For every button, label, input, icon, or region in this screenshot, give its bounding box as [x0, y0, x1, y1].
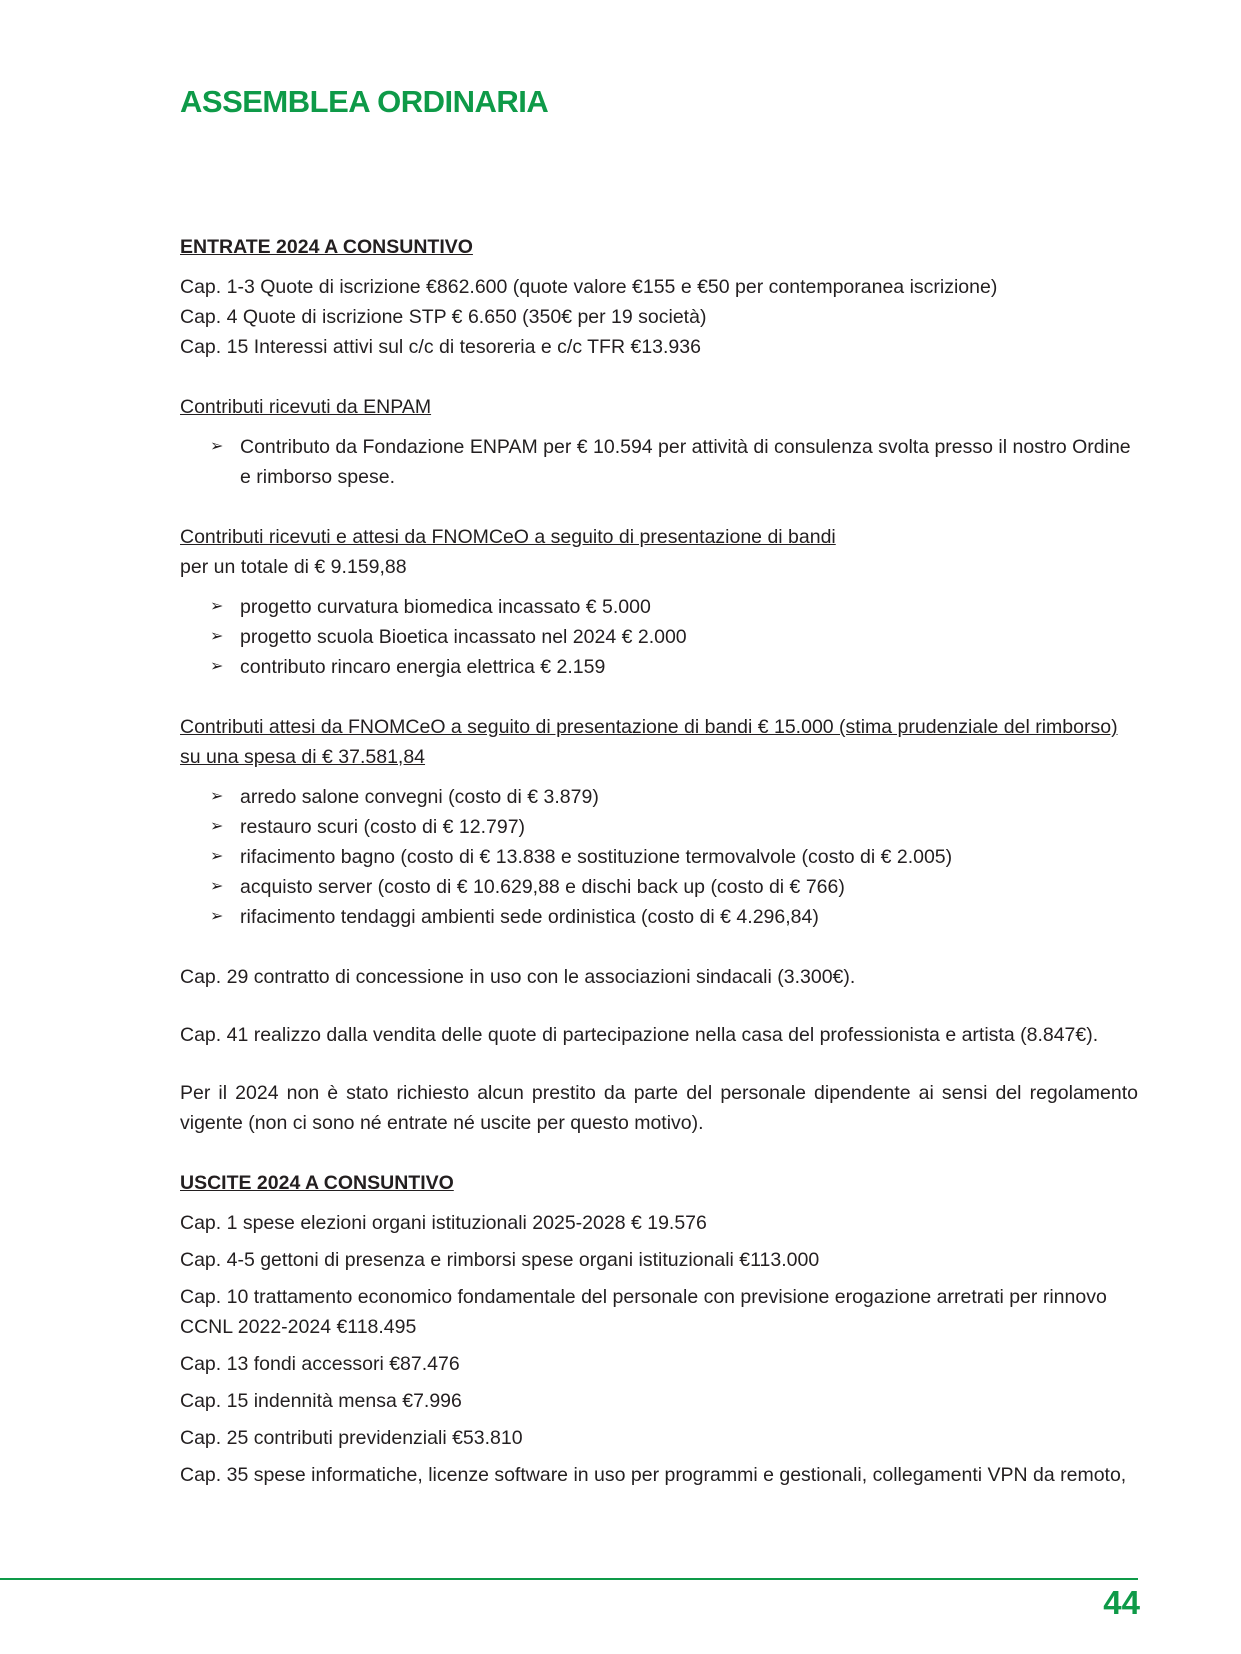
- list-item: ➢ Contributo da Fondazione ENPAM per € 10.594 per attività di consulenza svolta presso il nostro Ordine e rimborso spese.: [210, 432, 1138, 492]
- uscite-list: [180, 1208, 1138, 1490]
- list-item: ➢ progetto scuola Bioetica incassato nel 2024 € 2.000: [210, 622, 1138, 652]
- fnomceo-ricevuti-list: [180, 592, 1138, 682]
- uscite-line: Cap. 1 spese elezioni organi istituzionali 2025-2028 € 19.576: [180, 1212, 707, 1234]
- arrow-bullet-icon: ➢: [210, 818, 224, 835]
- uscite-line: Cap. 4-5 gettoni di presenza e rimborsi spese organi istituzionali €113.000: [180, 1249, 820, 1271]
- uscite-heading: USCITE 2024 A CONSUNTIVO: [180, 1172, 454, 1194]
- list-item: ➢ rifacimento bagno (costo di € 13.838 e sostituzione termovalvole (costo di € 2.005): [210, 842, 1138, 872]
- fnomceo-attesi-list: [180, 782, 1138, 932]
- arrow-bullet-icon: ➢: [210, 908, 224, 925]
- arrow-bullet-icon: ➢: [210, 438, 224, 455]
- list-item: ➢ arredo salone convegni (costo di € 3.879): [210, 782, 1138, 812]
- entrate-line: Cap. 4 Quote di iscrizione STP € 6.650 (350€ per 19 società): [180, 306, 707, 328]
- list-item: ➢ rifacimento tendaggi ambienti sede ordinistica (costo di € 4.296,84): [210, 902, 1138, 932]
- page-title: ASSEMBLEA ORDINARIA: [180, 84, 549, 119]
- list-item: ➢ restauro scuri (costo di € 12.797): [210, 812, 1138, 842]
- list-item: ➢ contributo rincaro energia elettrica € 2.159: [210, 652, 1138, 682]
- cap29-text: Cap. 29 contratto di concessione in uso con le associazioni sindacali (3.300€).: [180, 966, 856, 988]
- uscite-line: Cap. 13 fondi accessori €87.476: [180, 1353, 460, 1375]
- arrow-bullet-icon: ➢: [210, 658, 224, 675]
- entrate-heading: ENTRATE 2024 A CONSUNTIVO: [180, 236, 473, 258]
- uscite-line: Cap. 25 contributi previdenziali €53.810: [180, 1427, 523, 1449]
- uscite-line: Cap. 10 trattamento economico fondamentale del personale con previsione erogazione arretrati per rinnovo CCNL 2022-2024 €118.495: [180, 1286, 1107, 1338]
- list-item: ➢ progetto curvatura biomedica incassato € 5.000: [210, 592, 1138, 622]
- arrow-bullet-icon: ➢: [210, 598, 224, 615]
- footer-divider: [0, 1578, 1138, 1580]
- page-number: 44: [1103, 1584, 1140, 1621]
- arrow-bullet-icon: ➢: [210, 628, 224, 645]
- arrow-bullet-icon: ➢: [210, 848, 224, 865]
- cap41-text: Cap. 41 realizzo dalla vendita delle quote di partecipazione nella casa del professionista e artista (8.847€).: [180, 1024, 1099, 1046]
- fnomceo-attesi-heading: Contributi attesi da FNOMCeO a seguito di presentazione di bandi € 15.000 (stima prudenziale del rimborso) su una spesa di € 37.581,84: [180, 716, 1118, 768]
- arrow-bullet-icon: ➢: [210, 878, 224, 895]
- uscite-line: Cap. 15 indennità mensa €7.996: [180, 1390, 462, 1412]
- document-body: [180, 232, 1138, 1497]
- fnomceo-ricevuti-total: per un totale di € 9.159,88: [180, 556, 407, 578]
- list-item: ➢ acquisto server (costo di € 10.629,88 e dischi back up (costo di € 766): [210, 872, 1138, 902]
- prestiti-paragraph: Per il 2024 non è stato richiesto alcun prestito da parte del personale dipendente ai sensi del regolamento vigente (non ci sono né entrate né uscite per questo motivo).: [180, 1082, 1138, 1134]
- uscite-line: Cap. 35 spese informatiche, licenze software in uso per programmi e gestionali, collegamenti VPN da remoto,: [180, 1464, 1127, 1486]
- fnomceo-ricevuti-heading: Contributi ricevuti e attesi da FNOMCeO a seguito di presentazione di bandi: [180, 526, 836, 548]
- arrow-bullet-icon: ➢: [210, 788, 224, 805]
- entrate-line: Cap. 1-3 Quote di iscrizione €862.600 (quote valore €155 e €50 per contemporanea iscrizione): [180, 276, 998, 298]
- entrate-line: Cap. 15 Interessi attivi sul c/c di tesoreria e c/c TFR €13.936: [180, 336, 701, 358]
- enpam-heading: Contributi ricevuti da ENPAM: [180, 396, 432, 418]
- enpam-list: [180, 432, 1138, 492]
